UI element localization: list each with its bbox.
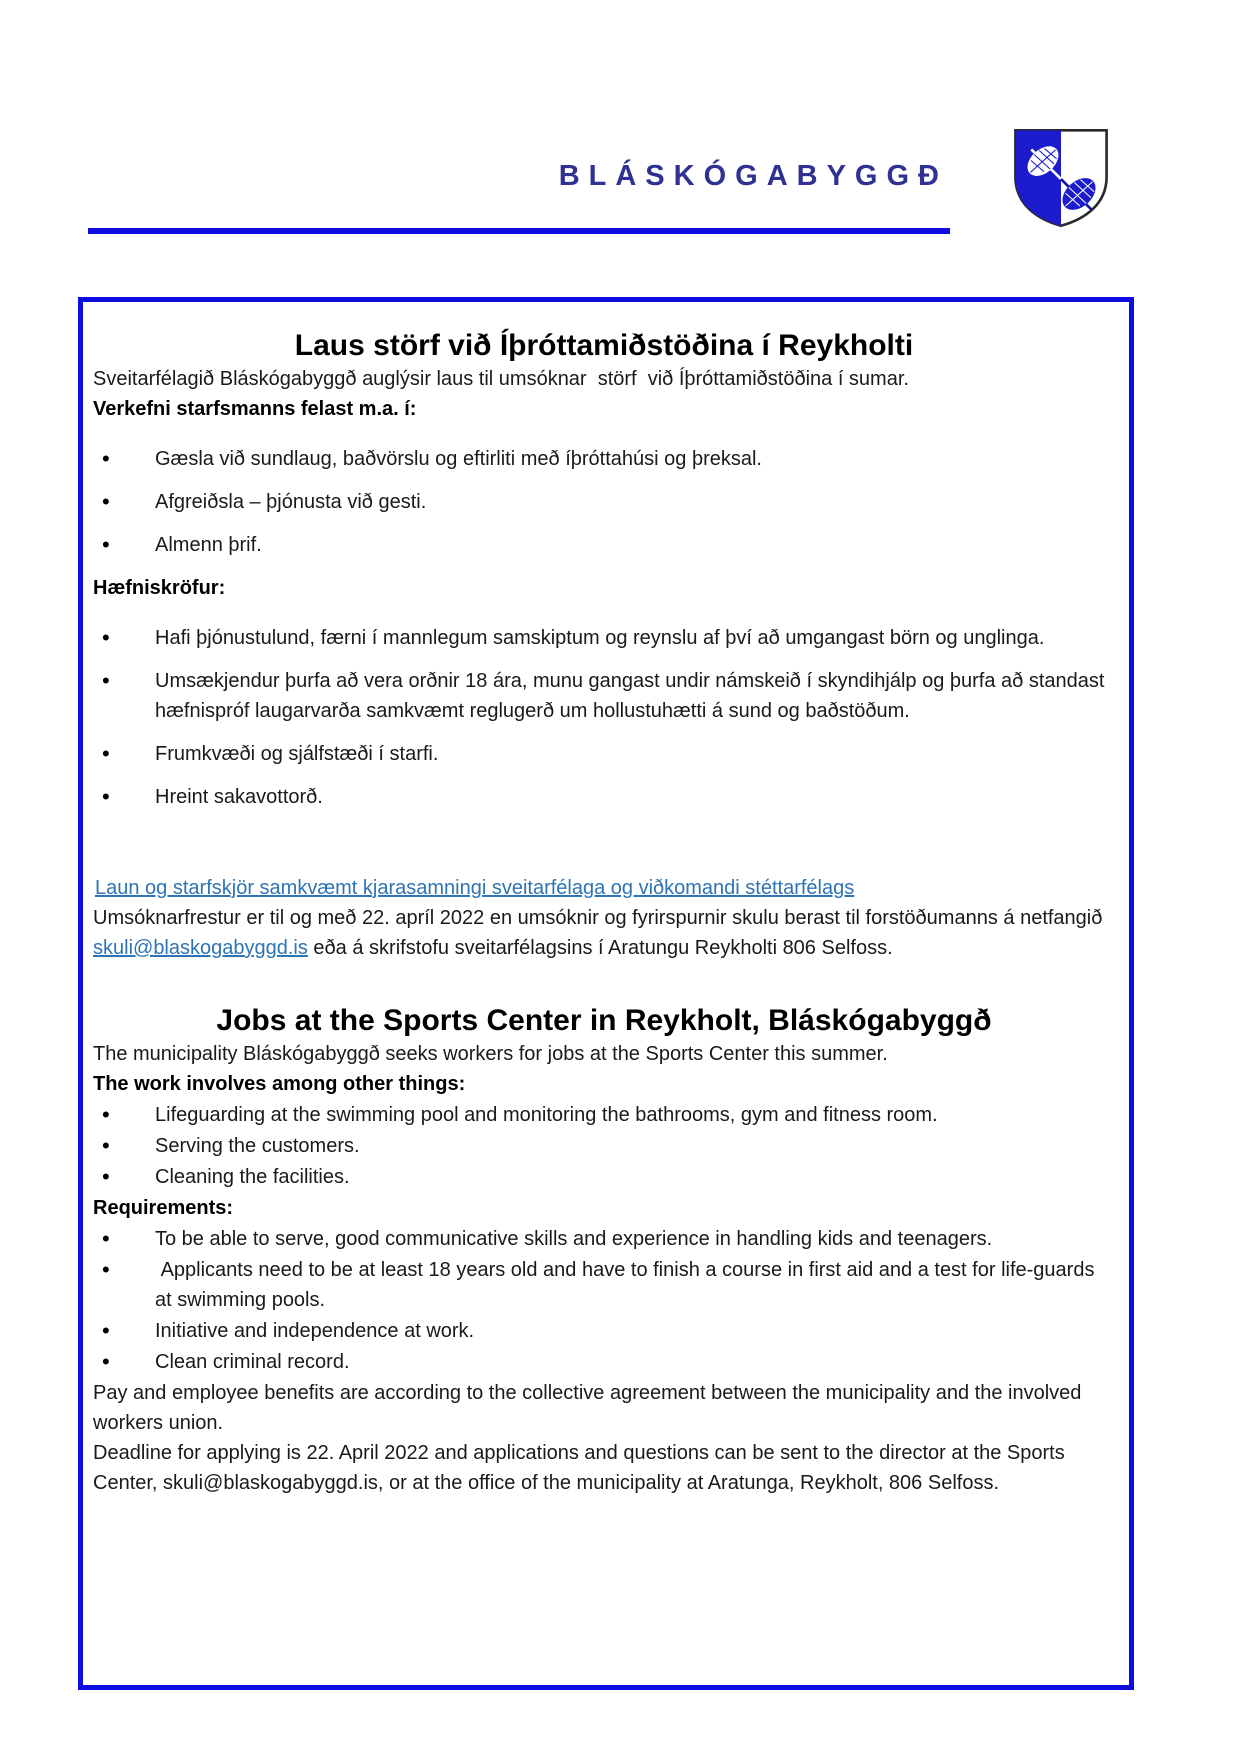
is-requirement-item: • Hreint sakavottorð. <box>93 782 1115 812</box>
is-task-item: • Afgreiðsla – þjónusta við gesti. <box>93 487 1115 517</box>
is-task-item: • Gæsla við sundlaug, baðvörslu og eftirliti með íþróttahúsi og þreksal. <box>93 444 1115 474</box>
en-requirement-item: • To be able to serve, good communicative skills and experience in handling kids and teenagers. <box>93 1224 1115 1254</box>
pay-terms-link[interactable]: Laun og starfskjör samkvæmt kjarasamningi sveitarfélaga og viðkomandi stéttarfélags <box>95 877 855 899</box>
en-requirement-list <box>93 1224 1115 1377</box>
header <box>0 0 1240 270</box>
en-task-item: • Serving the customers. <box>93 1131 1115 1161</box>
email-link[interactable]: skuli@blaskogabyggd.is <box>93 937 308 959</box>
en-task-item: • Cleaning the facilities. <box>93 1162 1115 1192</box>
en-intro: The municipality Bláskógabyggð seeks workers for jobs at the Sports Center this summer. <box>93 1043 888 1065</box>
is-deadline-text-before: Umsóknarfrestur er til og með 22. apríl 2022 en umsóknir og fyrirspurnir skulu berast til forstöðumanns á netfangið <box>93 907 1108 929</box>
is-requirements-heading: Hæfniskröfur: <box>93 577 226 599</box>
municipality-shield-logo <box>1006 124 1116 230</box>
en-requirement-item: • Initiative and independence at work. <box>93 1316 1115 1346</box>
en-deadline-paragraph: Deadline for applying is 22. April 2022 and applications and questions can be sent to the director at the Sports Center, skuli@blaskogabyggd.is, or at the office of the municipality at Aratunga, Reykholt, 806 Selfoss. <box>93 1442 1071 1494</box>
is-requirement-item: • Hafi þjónustulund, færni í mannlegum samskiptum og reynslu af því að umgangast börn og unglinga. <box>93 623 1115 653</box>
is-requirement-item: • Frumkvæði og sjálfstæði í starfi. <box>93 739 1115 769</box>
header-rule <box>88 228 950 234</box>
is-deadline-text-after: eða á skrifstofu sveitarfélagsins í Aratungu Reykholti 806 Selfoss. <box>307 937 893 959</box>
is-tasks-heading: Verkefni starfsmanns felast m.a. í: <box>93 398 417 420</box>
brand-title: BLÁSKÓGABYGGÐ <box>558 160 948 192</box>
is-task-item: • Almenn þrif. <box>93 530 1115 560</box>
en-tasks-heading: The work involves among other things: <box>93 1073 466 1095</box>
en-task-list <box>93 1100 1115 1192</box>
en-requirements-heading: Requirements: <box>93 1197 234 1219</box>
en-pay-paragraph: Pay and employee benefits are according to the collective agreement between the municipality and the involved workers union. <box>93 1382 1087 1434</box>
is-intro: Sveitarfélagið Bláskógabyggð auglýsir laus til umsóknar störf við Íþróttamiðstöðina í sumar. <box>93 368 909 390</box>
is-deadline-paragraph <box>93 903 1115 963</box>
is-title: Laus störf við Íþróttamiðstöðina í Reykholti <box>294 329 914 362</box>
is-requirement-list <box>93 623 1115 812</box>
en-title: Jobs at the Sports Center in Reykholt, Bláskógabyggð <box>216 1004 992 1037</box>
en-requirement-item: • Clean criminal record. <box>93 1347 1115 1377</box>
en-task-item: • Lifeguarding at the swimming pool and monitoring the bathrooms, gym and fitness room. <box>93 1100 1115 1130</box>
is-task-list <box>93 444 1115 560</box>
is-requirement-item: • Umsækjendur þurfa að vera orðnir 18 ára, munu gangast undir námskeið í skyndihjálp og þurfa að standast hæfnispróf laugarvarða samkvæmt reglugerð um hollustuhætti á sund og baðstöðum. <box>93 666 1115 726</box>
document-box <box>78 297 1134 1690</box>
en-requirement-item: • Applicants need to be at least 18 years old and have to finish a course in first aid and a test for life-guards at swimming pools. <box>93 1255 1115 1315</box>
